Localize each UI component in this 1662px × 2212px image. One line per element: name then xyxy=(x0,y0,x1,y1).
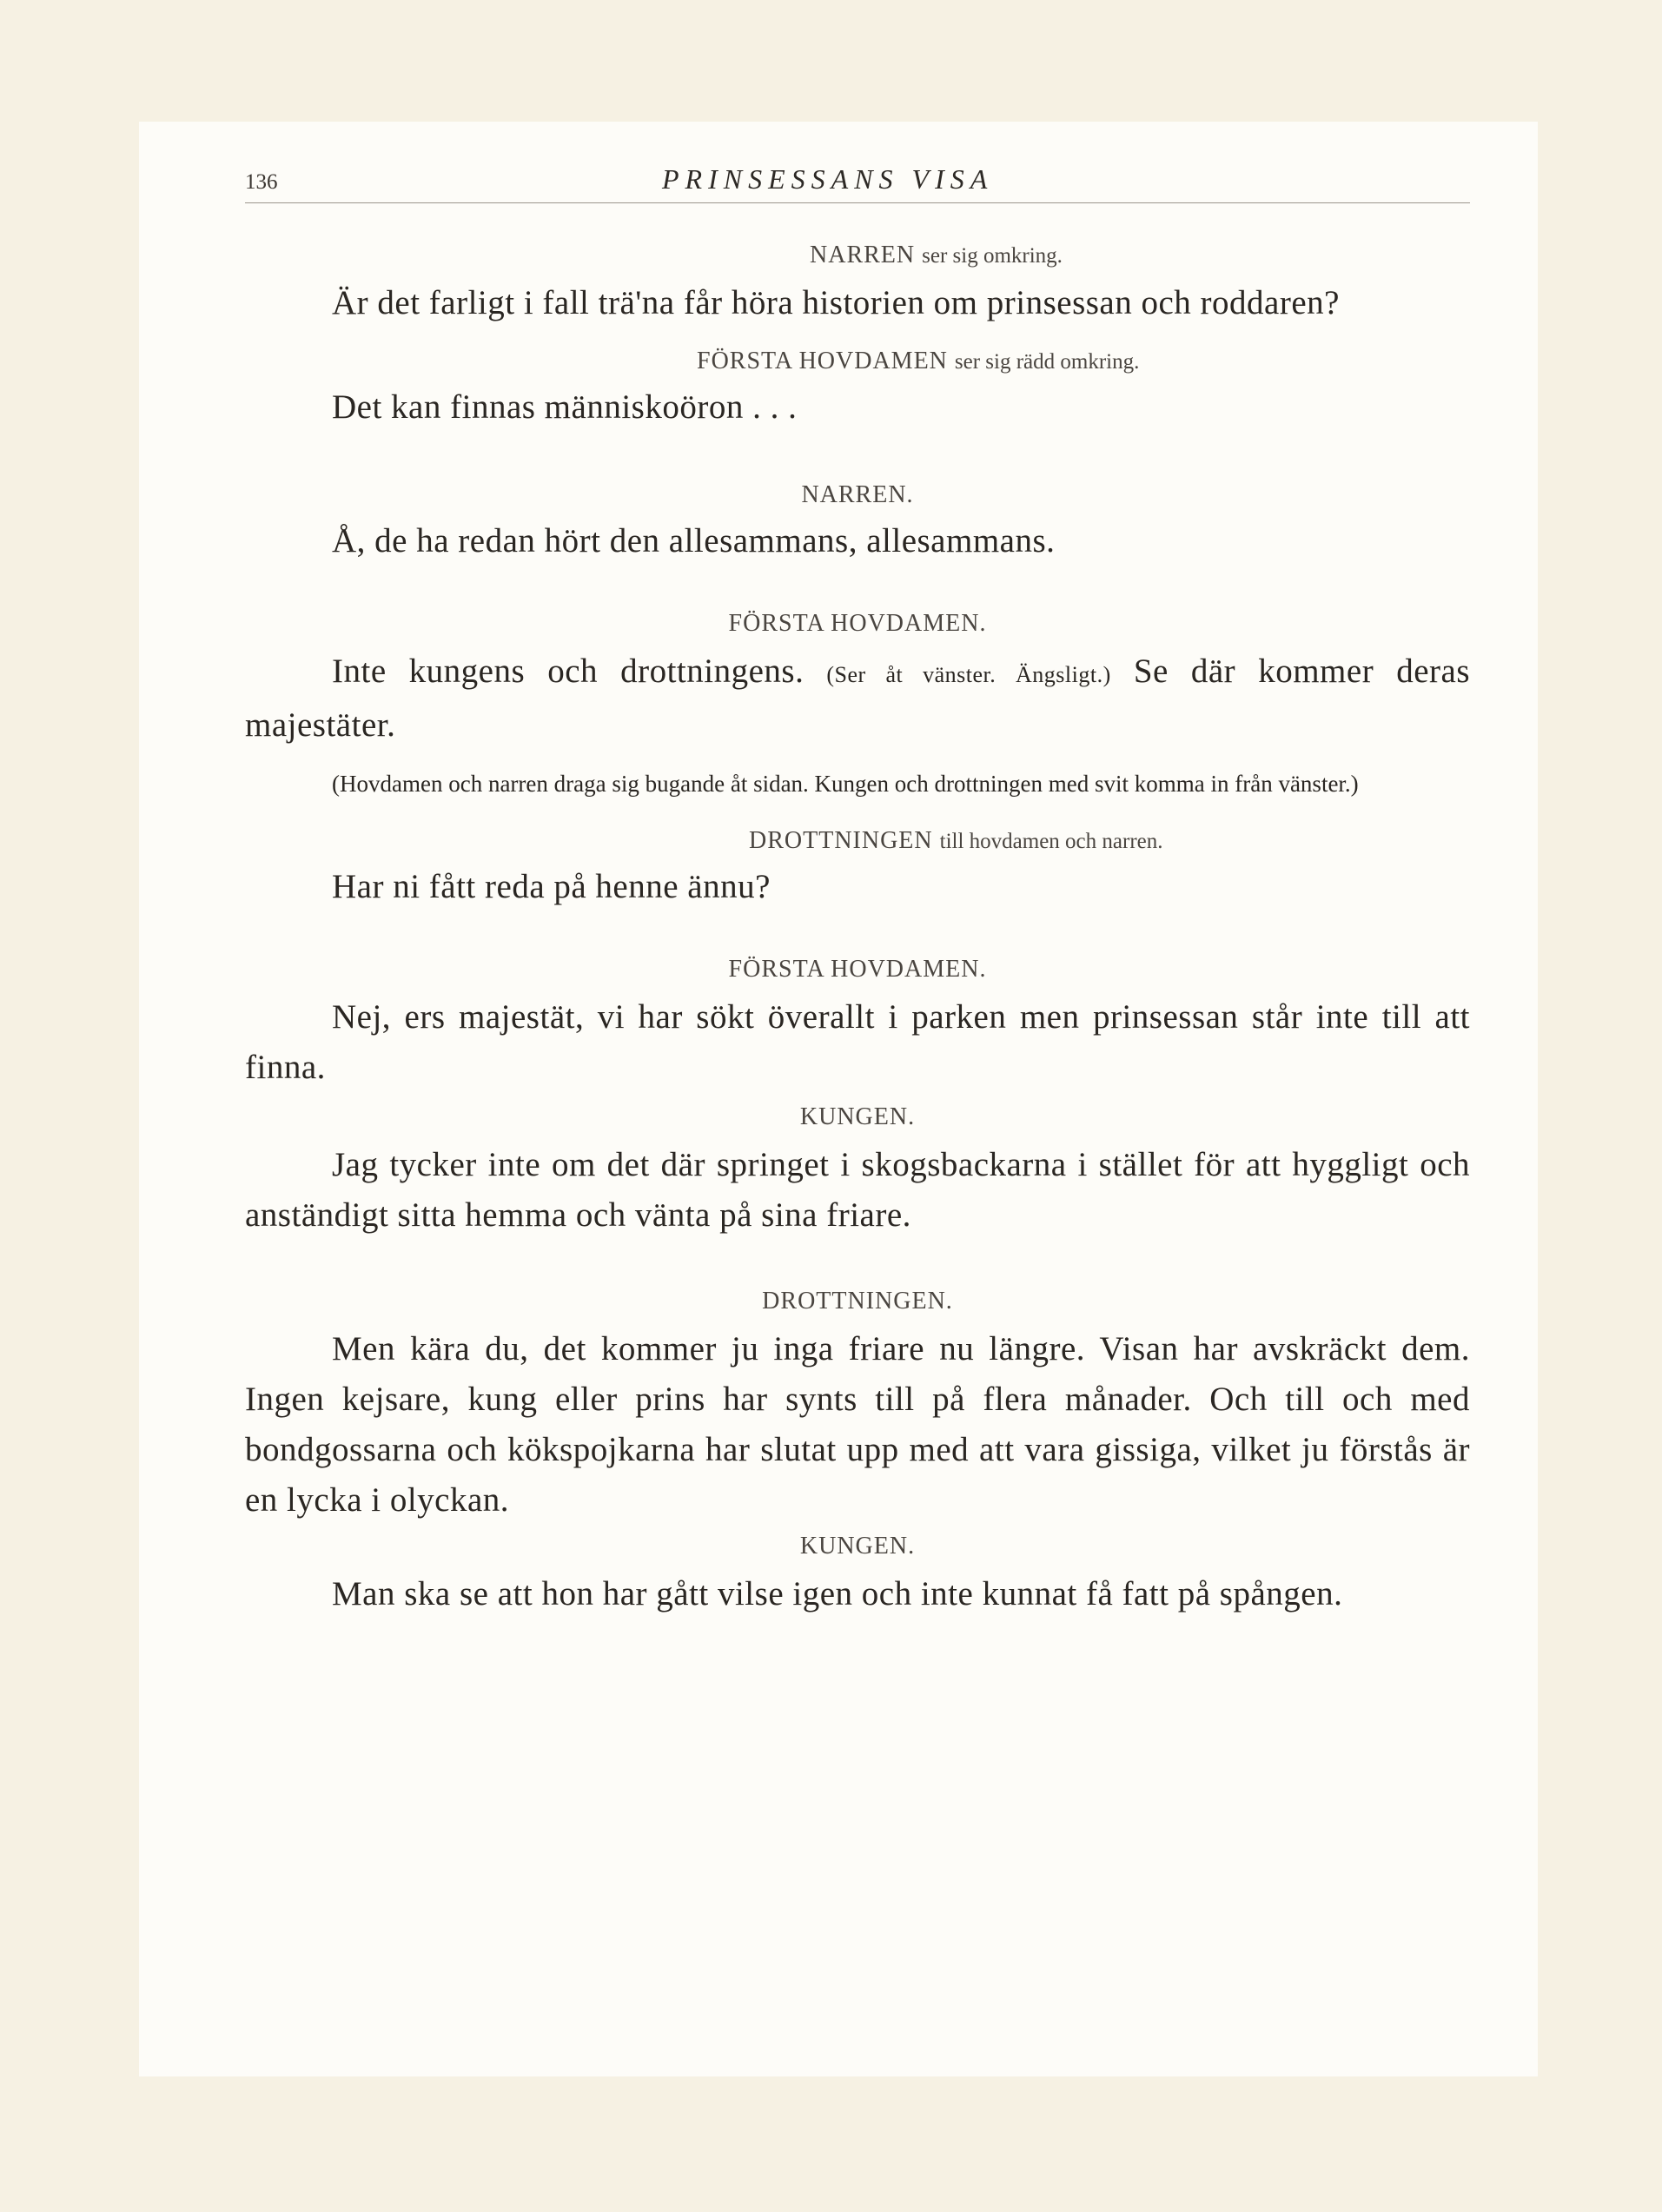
dialogue-line: Men kära du, det kommer ju inga friare nu längre. Visan har avskräckt dem. Ingen kejsare, kung eller prins har synts till på flera månader. Och till och med bondgossarna och kökspojkarna har slutat upp med att vara gissiga, vilket ju förstås är en lycka i olyckan. xyxy=(245,1330,1470,1519)
speaker-heading xyxy=(245,348,1470,375)
dialogue-text: Inte kungens och drottningens. xyxy=(332,652,805,690)
page-content xyxy=(245,163,1470,1619)
speaker-heading xyxy=(245,1288,1470,1315)
speaker-name: KUNGEN. xyxy=(799,1533,916,1560)
speaker-heading xyxy=(245,1103,1470,1131)
speaker-name: NARREN xyxy=(810,242,916,268)
speaker-heading xyxy=(245,827,1470,855)
book-page xyxy=(139,122,1538,2076)
dialogue-line: Är det farligt i fall trä'na får höra historien om prinsessan och roddaren? xyxy=(332,284,1340,321)
speaker-heading xyxy=(245,242,1470,269)
page-header xyxy=(245,163,1470,203)
speaker-name: KUNGEN. xyxy=(799,1103,916,1130)
stage-direction-paragraph: (Hovdamen och narren draga sig bugande åt sidan. Kungen och drottningen med svit komma in från vänster.) xyxy=(332,771,1359,797)
inline-stage-direction: (Ser åt vänster. Ängsligt.) xyxy=(826,662,1111,687)
speaker-name: DROTTNINGEN. xyxy=(762,1288,953,1315)
speaker-heading xyxy=(245,610,1470,638)
speaker-name: FÖRSTA HOVDAMEN. xyxy=(728,610,987,637)
speaker-heading xyxy=(245,481,1470,509)
page-number: 136 xyxy=(245,170,278,194)
dialogue-line: Har ni fått reda på henne ännu? xyxy=(332,868,771,905)
stage-direction: ser sig rädd omkring. xyxy=(954,350,1140,374)
dialogue-text: Se där kommer deras majestäter. xyxy=(245,652,1471,744)
dialogue-line xyxy=(245,646,1470,751)
dialogue-line: Det kan finnas människoöron . . . xyxy=(332,388,798,426)
speaker-name: FÖRSTA HOVDAMEN. xyxy=(728,956,987,983)
speaker-heading xyxy=(245,1533,1470,1560)
dialogue-line: Jag tycker inte om det där springet i skogsbackarna i stället för att hyggligt och anständigt sitta hemma och vänta på sina friare. xyxy=(245,1146,1470,1234)
speaker-name: DROTTNINGEN xyxy=(749,827,933,854)
running-title: PRINSESSANS VISA xyxy=(662,163,994,195)
speaker-name: NARREN. xyxy=(801,481,914,508)
stage-direction: ser sig omkring. xyxy=(922,244,1063,268)
dialogue-line: Man ska se att hon har gått vilse igen och inte kunnat få fatt på spången. xyxy=(332,1575,1343,1613)
dialogue-line: Nej, ers majestät, vi har sökt överallt i parken men prinsessan står inte till att finna. xyxy=(245,998,1470,1086)
stage-direction: till hovdamen och narren. xyxy=(939,830,1163,853)
speaker-heading xyxy=(245,956,1470,983)
dialogue-line: Å, de ha redan hört den allesammans, allesammans. xyxy=(332,522,1056,560)
speaker-name: FÖRSTA HOVDAMEN xyxy=(697,348,948,374)
